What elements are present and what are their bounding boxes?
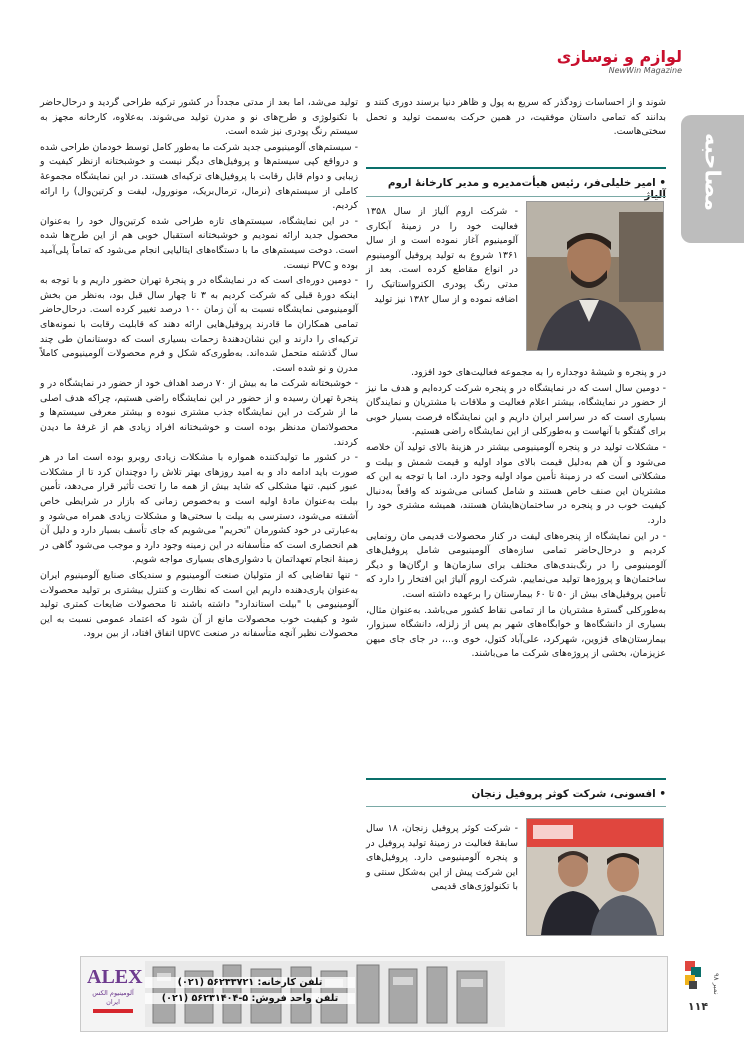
paragraph: - در این نمایشگاه از پنجره‌های لیفت در کنار محصولات قدیمی مان رونمایی کردیم و درحال‌حاضر تمامی سازه‌های آلومینیومی شامل پروفیل‌های آلومینیومی را در رنگ‌بندی‌های مختلف برای سازمان‌ها و ارگان‌ها و دیگر ساختمان‌ها و پروژه‌ها تولید می‌نماییم. شرکت اروم آلیاژ این افتخار را دارد که تأمین پروفیل‌های بیش از ۵۰ تا ۶۰ بیمارستان را برعهده داشته است. [366, 530, 666, 600]
alex-advertisement [80, 956, 668, 1032]
paragraph: - تنها تقاضایی که از متولیان صنعت آلومینیوم و سندیکای صنایع آلومینیوم ایران به‌عنوان یاری‌دهنده داریم این است که نظارت و کنترل بیشتری بر تولید محصولات آلومینیومی با "بیلت استاندارد" داشته باشند تا محصولات ضایعات کمتری تولید شود و کیفیت خوب محصولات مانع از آن شود که اعتماد عمومی نسبت به این محصولات نظیر آنچه متأسفانه در صنعت upvc اتفاق افتاد، از بین برود. [40, 570, 358, 640]
left-column-body [40, 96, 358, 643]
paragraph: - مشکلات تولید در و پنجره آلومینیومی بیشتر در هزینهٔ بالای تولید آن خلاصه می‌شود و آن هم به‌دلیل قیمت بالای مواد اولیه و قیمت شمش و بیلت و مشکلاتی است که در زمینهٔ تأمین مواد اولیه وجود دارد. اما با توجه به این که مشتریان این صنف خاص هستند و شامل کسانی می‌شوند که واقعاً به‌دنبال کیفیت خوب در و پنجره در ساختمان‌هایشان هستند، همیشه مشتری خود را دارد. [366, 441, 666, 526]
section-underline [366, 806, 666, 807]
paragraph: - سیستم‌های آلومینیومی جدید شرکت ما به‌طور کامل توسط خودمان طراحی شده و درواقع کپی سیستم‌ها و پروفیل‌های دیگر نیست و خوشبختانه ازنظر کیفیت و زیبایی و دوام قابل رقابت با پروفیل‌های ترکیه‌ای هستند. در این نمایشگاه مجموعهٔ کاملی از سیستم‌های (نرمال، ترمال‌بریک، مونورول، لیفت و کرتین‌وال) را ارائه کردیم. [40, 141, 358, 212]
page-number: ۱۱۴ [687, 1000, 709, 1013]
alex-logo [87, 965, 143, 1019]
afsouni-intro: - شرکت کوثر پروفیل زنجان، ۱۸ سال سابقهٔ فعالیت در زمینهٔ تولید پروفیل در و پنجره آلومینیومی دارد. پروفیل‌های این شرکت پیش از این به‌شکل سنتی و با تکنولوژی‌های قدیمی [366, 823, 518, 893]
issue-label: نمبر ۹۸ [712, 973, 720, 995]
section-divider [366, 167, 666, 169]
photo-afsouni [526, 818, 664, 936]
khalilifar-intro: - شرکت اروم آلیاژ از سال ۱۳۵۸ فعالیت خود را در زمینهٔ آبکاری آلومینیوم آغاز نموده است و از سال ۱۳۶۱ شروع به تولید پروفیل آلومینیوم در انواع مقاطع کرده است. بعد از مدتی رنگ پودری الکترواستاتیک را اضافه نموده و از سال ۱۳۸۲ نیز تولید [366, 206, 518, 305]
magazine-logo [552, 48, 682, 82]
portrait-image [527, 819, 663, 935]
section-title-khalilifar: • امیر خلیلی‌فر، رئیس هیأت‌مدیره و مدیر کارخانهٔ اروم آلیاژ [387, 177, 666, 201]
page-marker-icon [683, 955, 703, 995]
section-underline [366, 196, 666, 197]
section-title-afsouni: • افسونی، شرکت کوثر پروفیل زنجان [471, 788, 666, 800]
intro-paragraph: شوند و از احساسات زودگذر که سریع به پول و ظاهر دنیا برسند دوری کنند و بدانند که تمامی داستان موفقیت، در همین حرکت به‌سمت تولید و تحمل سختی‌هاست. [366, 97, 666, 138]
alex-logo-bar [93, 1009, 133, 1013]
paragraph: - در این نمایشگاه، سیستم‌های تازه طراحی شده کرتین‌وال خود را به‌عنوان محصول جدید ارائه نمودیم و خوشبختانه استقبال خوبی هم از این طرح‌ها شده است. دوخت سیستم‌های ما با دستگاه‌های ایتالیایی انجام می‌شود که تماماً پلی‌آمید بوده و PVC نیست. [40, 215, 358, 271]
paragraph: - دومین دوره‌ای است که در نمایشگاه در و پنجرهٔ تهران حضور داریم و با توجه به اینکه دورهٔ قبلی که شرکت کردیم به ۳ تا چهار سال قبل بود، به‌نظر من بخش آلومینیومی نمایشگاه نسبت به آن زمان ۱۰۰ درصد تغییر کرده است. درحال‌حاضر تمامی همکاران ما قادرند پروفیل‌هایی ارائه دهند که قابلیت رقابت با نمونه‌های ترکیه‌ای را دارند و این نشان‌دهندهٔ زحمات بسیاری است که دوستانمان طی چند سال گذشته متحمل شده‌اند. به‌طوری‌که شکل و فرم محصولات آلومینیومی کاملاً مدرن و نو شده است. [40, 275, 358, 374]
portrait-image [527, 202, 663, 350]
photo-khalilifar [526, 201, 664, 351]
ad-phone-factory: تلفن کارخانه: ۵۶۲۳۳۷۲۱ (۰۲۱) [145, 977, 355, 988]
paragraph: به‌طورکلی گسترهٔ مشتریان ما از تمامی نقاط کشور می‌باشد. به‌عنوان مثال، بسیاری از دانشگاه‌ها و خوابگاه‌های شهر بم پس از زلزله، دانشگاه سبزوار، بیمارستان‌های قزوین، شهرکرد، علی‌آباد کتول، خوی و...، در جای جای میهن عزیزمان، بخشی از پروژه‌های شرکت ما می‌باشند. [366, 604, 666, 660]
khalilifar-body [366, 366, 666, 663]
section-tab-label: مصاحبه [700, 133, 725, 212]
alex-logo-sub: آلومینیوم الکس ایران [92, 989, 134, 1006]
section-divider [366, 778, 666, 780]
magazine-logo-text: لوازم و نوسازی [556, 47, 682, 66]
section-tab [681, 115, 744, 243]
magazine-logo-latin: NewWin Magazine [608, 66, 682, 75]
paragraph: - در کشور ما تولیدکننده همواره با مشکلات زیادی روبرو بوده است اما در هر صورت باید ادامه داد و به امید روزهای بهتر تلاش را دوچندان کرد تا از مشکلات عبور کنیم. تنها مشکلی که شاید بیش از همه ما را تحت تأثیر قرار می‌دهد، تأمین بیلت به‌عنوان مادهٔ اولیه است و به‌خصوص زمانی که بازار در شرایطی خاص آشفته می‌شود، دسترسی به بیلت با سختی‌ها و مشکلات زیادی همراه می‌شود و به‌عبارتی در خود کشورمان "تحریم" می‌شویم که جای تأسف بسیار دارد و دلیل آن هم انحصاری است که متأسفانه در این زمینه وجود دارد و موجب می‌شود گاهی در زمینهٔ انجام تعهداتمان با دشواری‌های بسیاری مواجه شویم. [40, 452, 358, 566]
paragraph: تولید می‌شد، اما بعد از مدتی مجدداً در کشور ترکیه طراحی گردید و درحال‌حاضر با تکنولوژی و طرح‌های نو و مدرن تولید می‌شوند. به‌علاوه، کارخانه مجهز به سیستم رنگ پودری نیز شده است. [40, 97, 358, 138]
paragraph: - دومین سال است که در نمایشگاه در و پنجره شرکت کرده‌ایم و هدف ما نیز از حضور در نمایشگاه، بیشتر اعلام فعالیت و ملاقات با مشتریان و نمایندگان بسیاری است که در سراسر ایران داریم و این نمایشگاه فرصت بسیار خوبی برای گفتگو با آنهاست و به‌طورکلی از این نمایشگاه راضی هستیم. [366, 382, 666, 438]
paragraph: - خوشبختانه شرکت ما به بیش از ۷۰ درصد اهداف خود از حضور در نمایشگاه در و پنجرهٔ تهران رسیده و از حضور در این نمایشگاه راضی هستیم، چراکه هدف اصلی ما از شرکت در این نمایشگاه جذب مشتری نبوده و بیشتر معرفی سیستم‌ها و محصولاتمان مدنظر بوده است و خوشبختانه افراد زیادی هم از غرفهٔ ما دیدن کردند. [40, 378, 358, 448]
paragraph: در و پنجره و شیشهٔ دوجداره را به مجموعه فعالیت‌های خود افزود. [410, 367, 666, 378]
alex-logo-text: ALEX [87, 966, 143, 988]
ad-phone-sales: تلفن واحد فروش: ۵-۵۶۲۳۱۴۰۴ (۰۲۱) [145, 993, 355, 1004]
